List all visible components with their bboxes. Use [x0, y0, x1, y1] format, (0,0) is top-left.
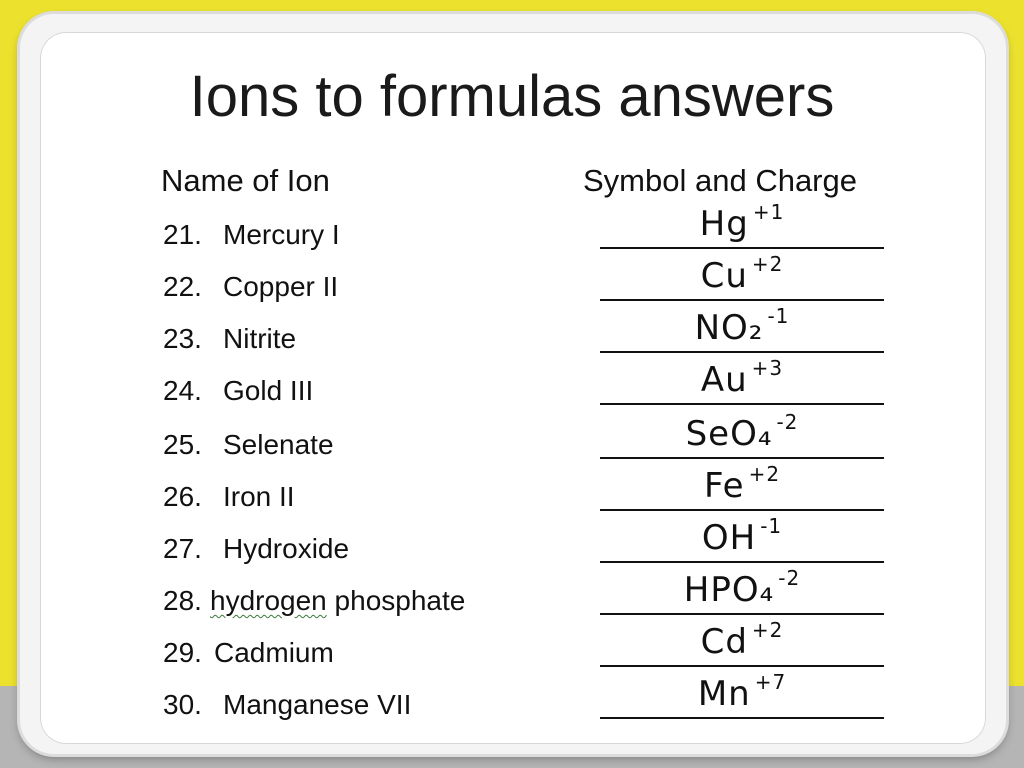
row-number: 21. [163, 219, 202, 250]
ion-name: Manganese VII [223, 689, 412, 720]
ion-row [0, 670, 1024, 740]
ion-answer [600, 620, 884, 668]
ion-answer [600, 516, 884, 564]
ion-symbol: Au [700, 360, 748, 400]
ion-name: Cadmium [214, 637, 334, 668]
row-number: 29. [163, 637, 202, 668]
row-number: 25. [163, 429, 202, 460]
row-number: 23. [163, 323, 202, 354]
ion-charge: +3 [751, 356, 784, 380]
answer-line [600, 299, 884, 301]
ion-charge: +7 [754, 670, 787, 694]
ion-answer [600, 202, 884, 250]
ion-name: Copper II [223, 271, 339, 302]
ion-answer [600, 254, 884, 302]
answer-line [600, 613, 884, 615]
ion-charge: -2 [778, 566, 801, 590]
ion-symbol: SeO₄ [685, 414, 773, 454]
ion-answer [600, 358, 884, 406]
row-number: 22. [163, 271, 202, 302]
ion-symbol: Fe [703, 466, 745, 506]
ion-charge: +2 [751, 618, 784, 642]
ion-name: Gold III [223, 375, 314, 406]
ion-name [210, 584, 465, 618]
ion-answer [600, 412, 884, 460]
row-number: 24. [163, 375, 202, 406]
row-number: 30. [163, 689, 202, 720]
slide-title: Ions to formulas answers [189, 64, 835, 129]
answer-line [600, 665, 884, 667]
ion-symbol: NO₂ [694, 308, 764, 348]
ion-name: Hydroxide [223, 533, 350, 564]
ion-answer [600, 464, 884, 512]
column-header-symbol: Symbol and Charge [583, 163, 857, 198]
ion-symbol: OH [701, 518, 757, 558]
ion-charge: +2 [748, 462, 781, 486]
ion-charge: -1 [760, 514, 783, 538]
row-number: 26. [163, 481, 202, 512]
ion-name: Nitrite [223, 323, 297, 354]
ion-answer [600, 568, 884, 616]
answer-line [600, 247, 884, 249]
ion-symbol: HPO₄ [683, 570, 775, 610]
answer-line [600, 509, 884, 511]
row-number: 28. [163, 585, 202, 616]
ion-name: Mercury I [223, 219, 340, 250]
ion-answer [600, 672, 884, 720]
ion-charge: -1 [767, 304, 790, 328]
answer-line [600, 457, 884, 459]
answer-line [600, 717, 884, 719]
ion-name-word: phosphate [334, 585, 466, 616]
ion-name-word: hydrogen [210, 585, 327, 616]
ion-symbol: Hg [699, 204, 749, 244]
ion-symbol: Mn [697, 674, 751, 714]
ion-charge: -2 [776, 410, 799, 434]
ion-answer [600, 306, 884, 354]
ion-charge: +1 [752, 200, 785, 224]
ion-name: Selenate [223, 429, 334, 460]
column-header-name: Name of Ion [161, 163, 330, 198]
answer-line [600, 403, 884, 405]
answer-line [600, 561, 884, 563]
answer-line [600, 351, 884, 353]
ion-symbol: Cu [700, 256, 748, 296]
ion-symbol: Cd [700, 622, 748, 662]
row-number: 27. [163, 533, 202, 564]
ion-charge: +2 [751, 252, 784, 276]
ion-name: Iron II [223, 481, 295, 512]
